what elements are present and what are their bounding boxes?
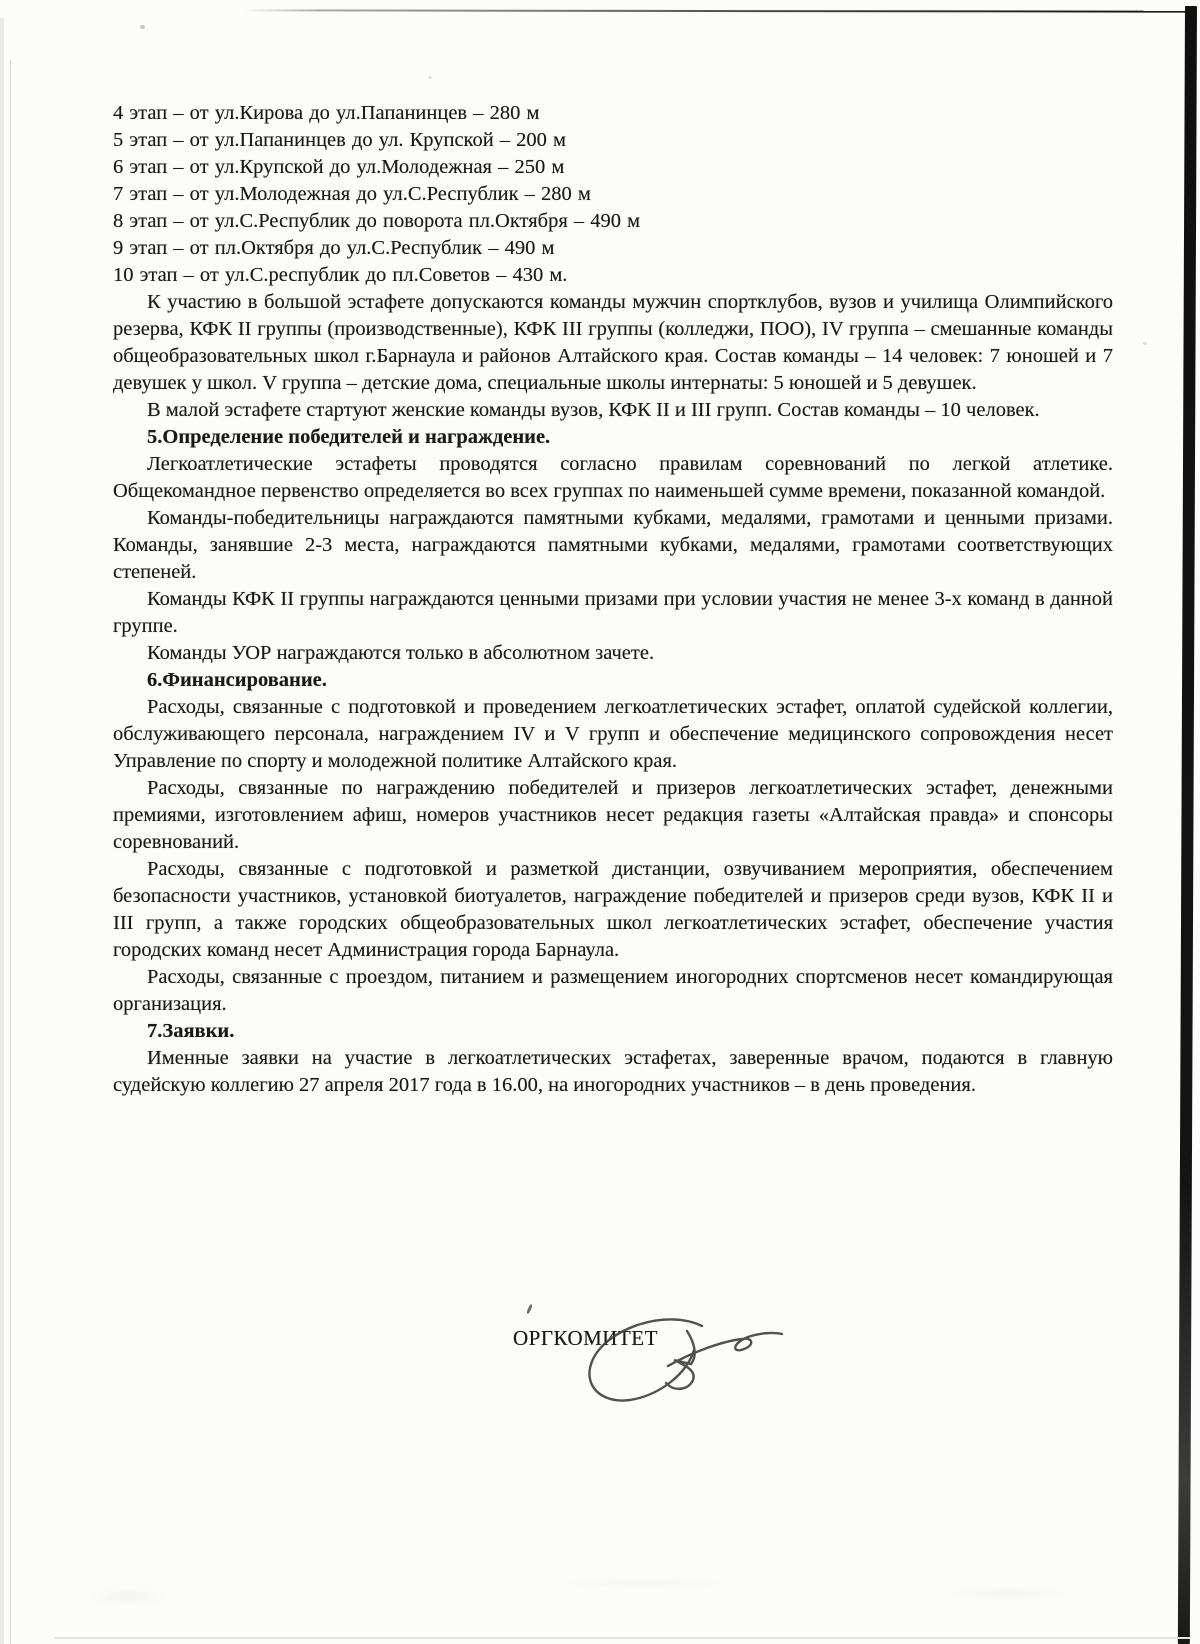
scan-edge-strip-left [0,18,4,1644]
scan-edge-line-top [243,9,1190,12]
paragraph: Команды-победительницы награждаются памятными кубками, медалями, грамотами и ценными призами. Команды, занявшие 2-3 места, награждаются памятными кубками, медалями, грамотами соответствующих степеней. [113,507,1113,583]
paragraph: Команды УОР награждаются только в абсолютном зачете. [147,642,655,664]
scan-speck [140,25,145,29]
pen-tick-mark [526,1304,533,1314]
paragraph: Расходы, связанные с проездом, питанием и размещением иногородних спортсменов несет командирующая организация. [113,966,1113,1015]
stage-line: 4 этап – от ул.Кирова до ул.Папанинцев – 280 м [113,102,540,124]
scan-noise-smudge [40,1555,1140,1625]
section-heading-applications: 7.Заявки. [147,1020,235,1042]
section-heading-winners: 5.Определение победителей и награждение. [147,426,551,448]
stage-line: 9 этап – от пл.Октября до ул.С.Республик – 490 м [113,237,555,259]
paragraph: Расходы, связанные с подготовкой и проведением легкоатлетических эстафет, оплатой судейской коллегии, обслуживающего персонала, награждением IV и V групп и обеспечение медицинского сопровождения несет Управление по спорту и молодежной политике Алтайского края. [113,696,1113,772]
stage-line: 7 этап – от ул.Молодежная до ул.С.Республик – 280 м [113,183,591,205]
paragraph: Легкоатлетические эстафеты проводятся согласно правилам соревнований по легкой атлетике. Общекомандное первенство определяется во всех группах по наименьшей сумме времени, показанной командой. [113,453,1113,502]
paragraph-participation-big-relay: К участию в большой эстафете допускаются команды мужчин спортклубов, вузов и училища Олимпийского резерва, КФК II группы (производственные), КФК III группы (колледжи, ПОО), IV группа – смешанные команды общеобразовательных школ г.Барнаула и районов Алтайского края. Состав команды – 14 человек: 7 юношей и 7 девушек у школ. V группа – детские дома, специальные школы интернаты: 5 юношей и 5 девушек. [113,291,1113,394]
scan-edge-line-bottom [55,1637,1190,1639]
paragraph: Расходы, связанные с подготовкой и разметкой дистанции, озвучиванием мероприятия, обеспечением безопасности участников, установкой биотуалетов, награждение победителей и призеров среди вузов, КФК II и III групп, а также городских общеобразовательных школ легкоатлетических эстафет, обеспечение участия городских команд несет Администрация города Барнаула. [113,858,1113,961]
paragraph-participation-small-relay: В малой эстафете стартуют женские команды вузов, КФК II и III групп. Состав команды – 10 человек. [147,399,1040,421]
section-heading-financing: 6.Финансирование. [147,669,327,691]
scan-edge-bar-right [1178,6,1197,1644]
orgcommittee-signoff: ОРГКОМИТЕТ [513,1326,658,1350]
relay-stage-list [113,100,1113,289]
paragraph: Команды КФК II группы награждаются ценными призами при условии участия не менее 3-х команд в данной группе. [113,588,1113,637]
scan-speck [1143,342,1147,345]
paragraph: Именные заявки на участие в легкоатлетических эстафетах, заверенные врачом, подаются в главную судейскую коллегию 27 апреля 2017 года в 16.00, на иногородних участников – в день проведения. [113,1047,1113,1096]
stage-line: 10 этап – от ул.С.республик до пл.Советов – 430 м. [113,264,568,286]
paragraph: Расходы, связанные по награждению победителей и призеров легкоатлетических эстафет, денежными премиями, изготовлением афиш, номеров участников несет редакция газеты «Алтайская правда» и спонсоры соревнований. [113,777,1113,853]
scan-edge-line-left [10,60,11,1644]
document-body [113,100,1113,1099]
stage-line: 6 этап – от ул.Крупской до ул.Молодежная – 250 м [113,156,565,178]
stage-line: 8 этап – от ул.С.Республик до поворота пл.Октября – 490 м [113,210,641,232]
handwritten-signature [575,1303,785,1415]
stage-line: 5 этап – от ул.Папанинцев до ул. Крупской – 200 м [113,129,567,151]
scan-speck [428,76,432,79]
